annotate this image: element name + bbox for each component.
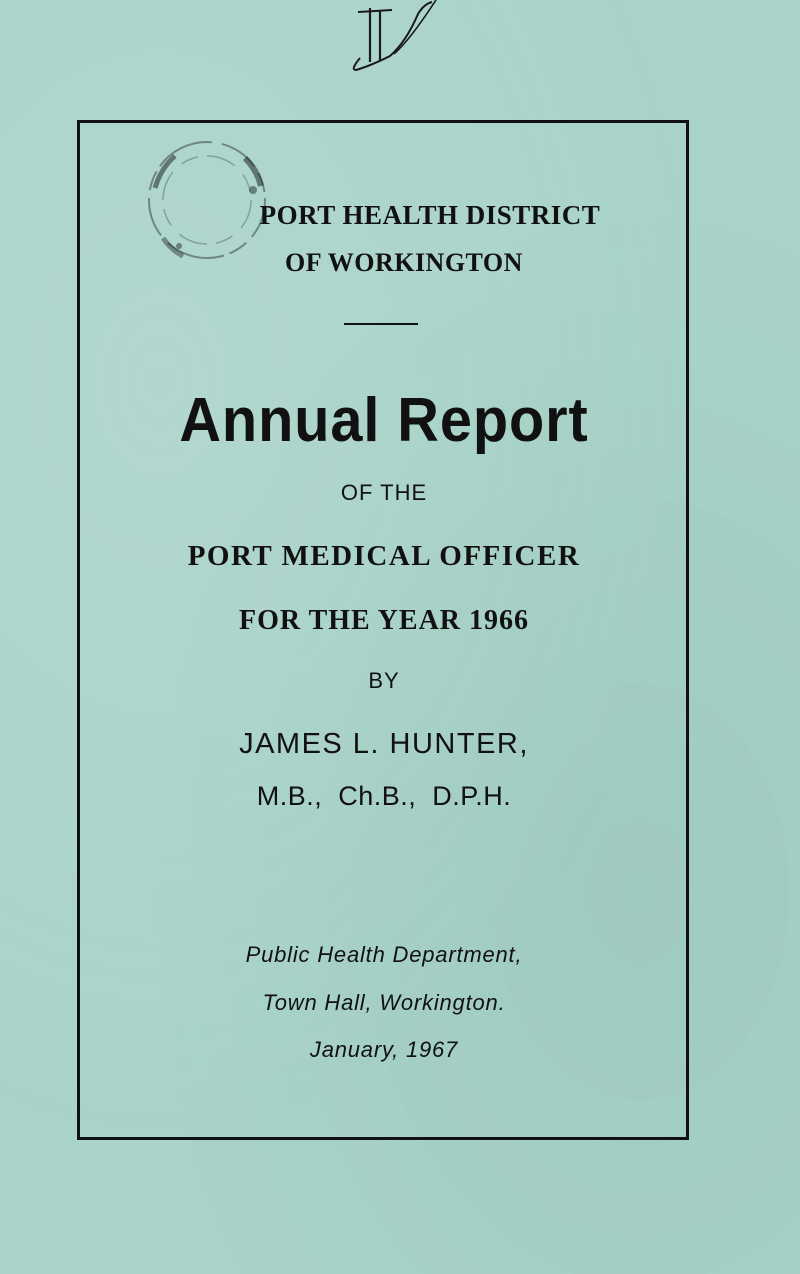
by-text: BY bbox=[368, 668, 400, 693]
district-subheading: OF WORKINGTON bbox=[285, 248, 523, 277]
author-degrees: M.B., Ch.B., D.P.H. bbox=[256, 781, 512, 811]
author-name: JAMES L. HUNTER, bbox=[239, 728, 529, 760]
officer-title: PORT MEDICAL OFFICER bbox=[187, 540, 581, 572]
report-date: January, 1967 bbox=[309, 1037, 459, 1062]
department-location: Town Hall, Workington. bbox=[262, 990, 506, 1015]
handwritten-mark bbox=[340, 0, 450, 80]
of-the-text: OF THE bbox=[340, 480, 428, 505]
department-name: Public Health Department, bbox=[245, 942, 523, 967]
divider bbox=[344, 323, 418, 325]
district-heading: PORT HEALTH DISTRICT bbox=[259, 200, 601, 230]
report-title: Annual Report bbox=[179, 386, 589, 455]
report-year: FOR THE YEAR 1966 bbox=[238, 605, 530, 636]
